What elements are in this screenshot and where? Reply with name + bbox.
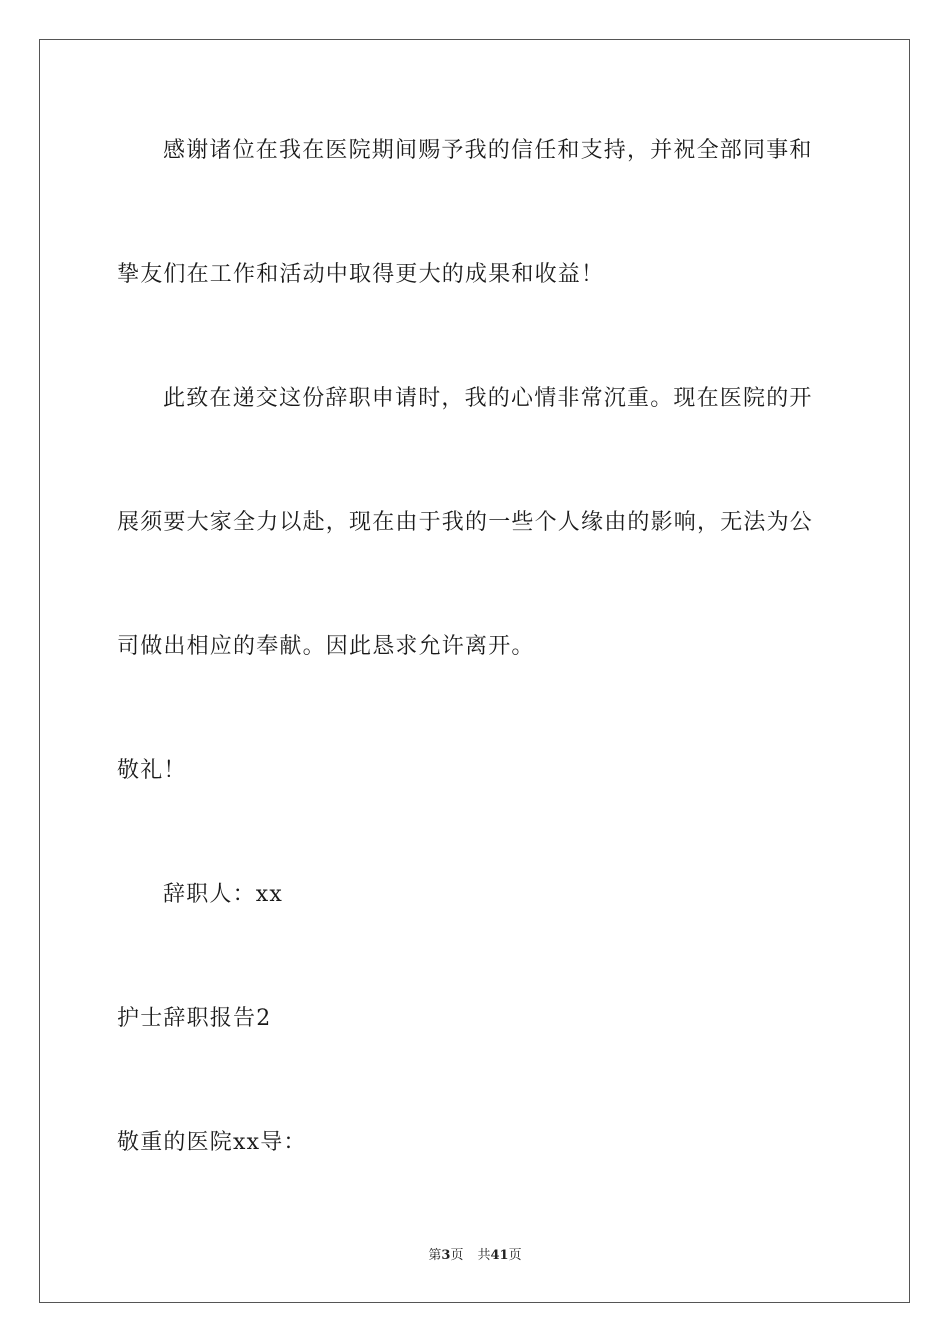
footer-page-unit: 页 (450, 1248, 464, 1263)
page-footer (0, 1247, 950, 1265)
paragraph-line-1: 感谢诸位在我在医院期间赐予我的信任和支持，并祝全部同事和 (163, 138, 813, 163)
paragraph-line-4: 展须要大家全力以赴，现在由于我的一些个人缘由的影响，无法为公 (117, 510, 814, 535)
page-frame (39, 39, 910, 1303)
paragraph-line-3: 此致在递交这份辞职申请时，我的心情非常沉重。现在医院的开 (163, 386, 813, 411)
closing-salutation: 敬礼！ (117, 758, 187, 783)
footer-page-prefix: 第 (428, 1248, 442, 1263)
section-title: 护士辞职报告2 (117, 1006, 272, 1031)
greeting-line: 敬重的医院xx导： (117, 1130, 307, 1155)
signature-line: 辞职人：xx (163, 882, 284, 907)
footer-page-total: 41 (490, 1248, 509, 1263)
footer-total-unit: 页 (508, 1248, 522, 1263)
paragraph-line-5: 司做出相应的奉献。因此恳求允许离开。 (117, 634, 535, 659)
footer-page-current: 3 (441, 1248, 451, 1263)
paragraph-line-2: 挚友们在工作和活动中取得更大的成果和收益！ (117, 262, 605, 287)
footer-total-prefix: 共 (477, 1248, 491, 1263)
